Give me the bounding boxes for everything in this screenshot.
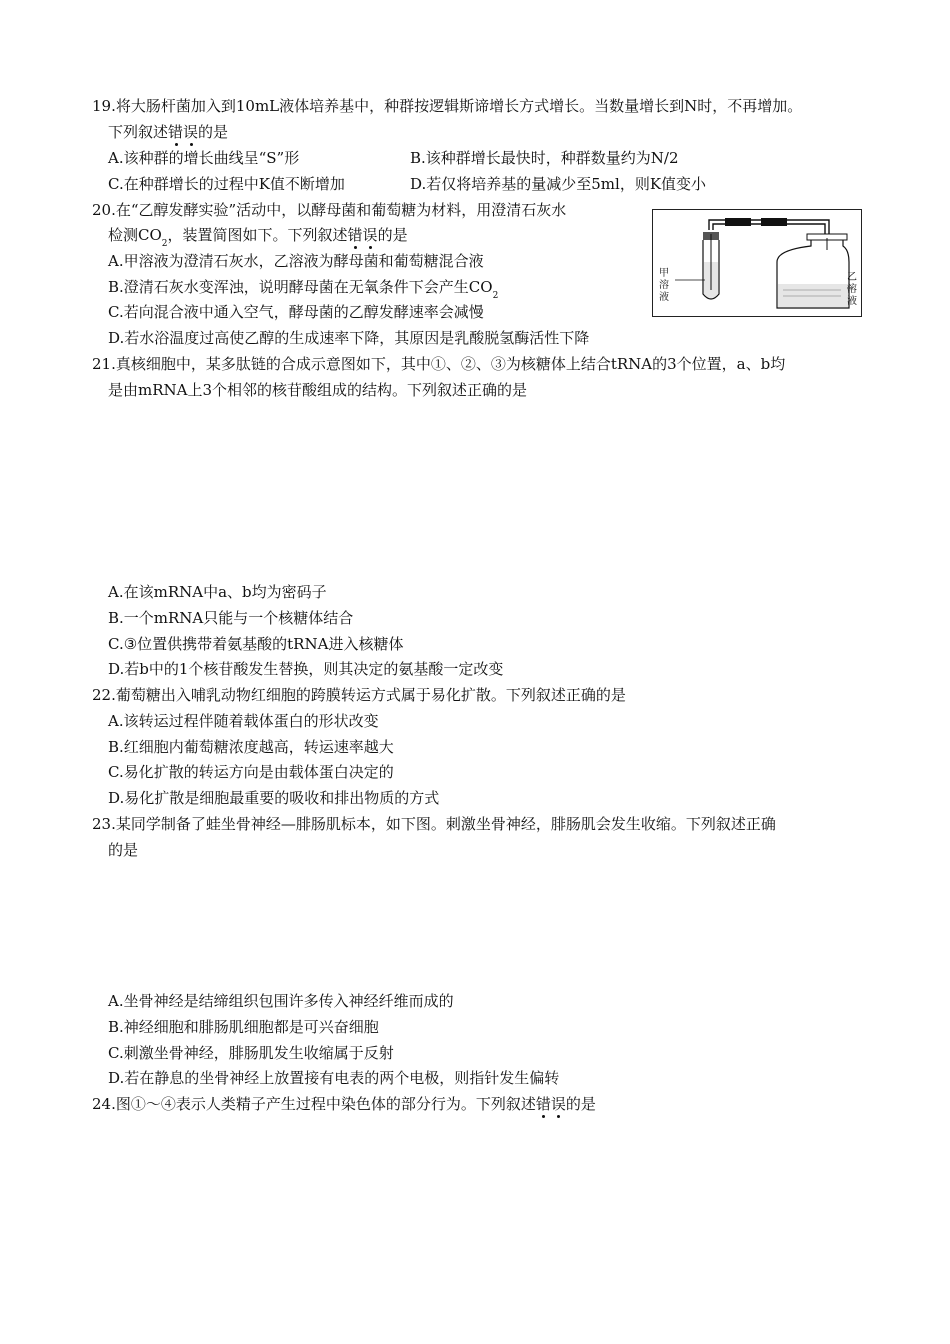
q19-option-c: C.在种群增长的过程中K值不断增加 [108,175,345,193]
q19-stem-text: 下列叙述 [108,123,169,141]
q20-option-b-subscript: 2 [492,291,499,301]
q20-stem-line2 [108,225,408,248]
q20-option-c: C.若向混合液中通入空气，酵母菌的乙醇发酵速率会减慢 [108,303,484,321]
q19-emphasis-char-2: 误 [183,123,199,141]
q23-option-d: D.若在静息的坐骨神经上放置接有电表的两个电极，则指针发生偏转 [108,1069,560,1087]
q20-option-b-text: B.澄清石灰水变浑浊，说明酵母菌在无氧条件下会产生CO [108,278,493,296]
q20-option-d: D.若水浴温度过高使乙醇的生成速率下降，其原因是乳酸脱氢酶活性下降 [108,329,590,347]
q22-option-a: A.该转运过程伴随着载体蛋白的形状改变 [108,712,379,730]
q21-option-c: C.③位置供携带着氨基酸的tRNA进入核糖体 [108,635,404,653]
apparatus-diagram [653,210,861,316]
q20-emphasis-char-2: 误 [362,226,378,244]
q22-option-c: C.易化扩散的转运方向是由载体蛋白决定的 [108,763,394,781]
q19-option-b: B.该种群增长最快时，种群数量约为N/2 [410,149,679,167]
q23-option-b: B.神经细胞和腓肠肌细胞都是可兴奋细胞 [108,1018,379,1036]
q19-emphasis-char-1: 错 [168,123,184,141]
q19-stem-line1: 19.将大肠杆菌加入到10mL液体培养基中，种群按逻辑斯谛增长方式增长。当数量增长到N时，不再增加。 [92,97,803,115]
q20-stem-text-mid: ，装置简图如下。下列叙述 [167,226,348,244]
q24-stem [92,1094,596,1114]
q20-stem-line1: 20.在“乙醇发酵实验”活动中，以酵母菌和葡萄糖为材料，用澄清石灰水 [92,201,567,219]
q22-option-d: D.易化扩散是细胞最重要的吸收和排出物质的方式 [108,789,440,807]
fig-label-yi: 乙溶液 [847,272,857,307]
q20-option-b [108,277,498,300]
q19-stem-line2 [108,122,228,142]
q21-option-b: B.一个mRNA只能与一个核糖体结合 [108,609,354,627]
q23-option-a: A.坐骨神经是结缔组织包围许多传入神经纤维而成的 [108,992,454,1010]
q20-stem-text: 检测CO [108,226,162,244]
q24-emphasis-char-2: 误 [550,1095,566,1113]
q24-stem-text: 24.图①～④表示人类精子产生过程中染色体的部分行为。下列叙述 [92,1095,536,1113]
q23-option-c: C.刺激坐骨神经，腓肠肌发生收缩属于反射 [108,1044,394,1062]
q24-emphasis-char-1: 错 [535,1095,551,1113]
q24-stem-text-end: 的是 [565,1095,596,1113]
q20-option-a: A.甲溶液为澄清石灰水，乙溶液为酵母菌和葡萄糖混合液 [108,252,484,270]
q21-stem-line2: 是由mRNA上3个相邻的核苷酸组成的结构。下列叙述正确的是 [108,381,528,399]
q20-subscript: 2 [161,239,168,249]
q21-option-a: A.在该mRNA中a、b均为密码子 [108,583,327,601]
q20-emphasis-char-1: 错 [347,226,363,244]
q22-stem: 22.葡萄糖出入哺乳动物红细胞的跨膜转运方式属于易化扩散。下列叙述正确的是 [92,686,626,704]
q23-stem-line2: 的是 [108,841,139,859]
q21-stem-line1: 21.真核细胞中，某多肽链的合成示意图如下，其中①、②、③为核糖体上结合tRNA的3个位置，a、b均 [92,355,786,373]
fig-label-jia: 甲溶液 [659,268,669,303]
q22-option-b: B.红细胞内葡萄糖浓度越高，转运速率越大 [108,738,394,756]
fermentation-apparatus-figure [652,209,862,317]
q21-option-d: D.若b中的1个核苷酸发生替换，则其决定的氨基酸一定改变 [108,660,504,678]
q23-stem-line1: 23.某同学制备了蛙坐骨神经—腓肠肌标本，如下图。刺激坐骨神经，腓肠肌会发生收缩。下列叙述正确 [92,815,776,833]
q20-stem-text-end: 的是 [377,226,408,244]
q19-stem-text-end: 的是 [198,123,229,141]
q19-option-a: A.该种群的增长曲线呈“S”形 [108,149,300,167]
q19-option-d: D.若仅将培养基的量减少至5ml，则K值变小 [410,175,707,193]
